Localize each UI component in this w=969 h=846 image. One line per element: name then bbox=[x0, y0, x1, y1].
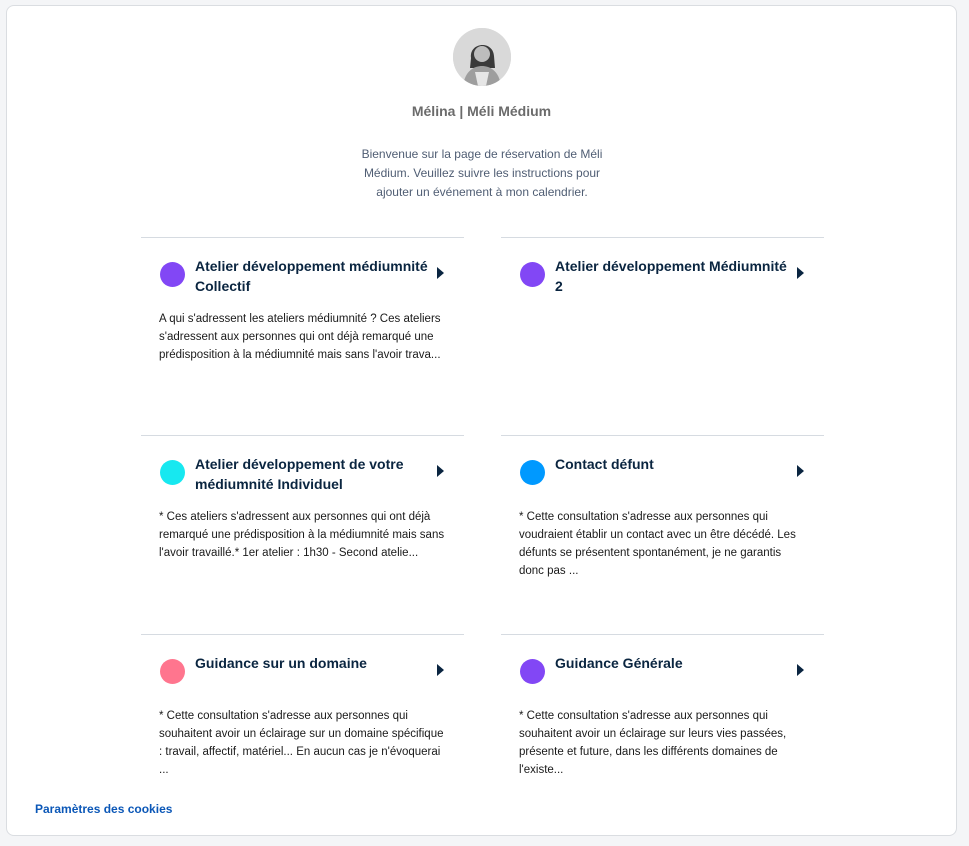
booking-page-card bbox=[6, 5, 957, 836]
event-type-card[interactable] bbox=[501, 435, 824, 633]
event-color-dot bbox=[160, 659, 185, 684]
event-color-dot bbox=[520, 460, 545, 485]
event-title: Atelier développement de votre médiumnité Individuel bbox=[195, 456, 404, 492]
event-description: A qui s'adressent les ateliers médiumnité ? Ces ateliers s'adressent aux personnes qui ont déjà remarqué une prédisposition à la médiumnité mais sans l'avoir trava... bbox=[159, 313, 441, 361]
event-title: Guidance sur un domaine bbox=[195, 655, 367, 671]
event-color-dot bbox=[160, 460, 185, 485]
event-color-dot bbox=[520, 659, 545, 684]
event-title: Guidance Générale bbox=[555, 655, 683, 671]
event-type-card[interactable] bbox=[141, 237, 464, 435]
chevron-right-icon bbox=[437, 465, 444, 477]
event-color-dot bbox=[520, 262, 545, 287]
event-color-dot bbox=[160, 262, 185, 287]
cookie-settings-link[interactable]: Paramètres des cookies bbox=[35, 802, 173, 816]
event-type-card[interactable] bbox=[141, 634, 464, 832]
event-type-card[interactable] bbox=[501, 237, 824, 435]
profile-photo-icon bbox=[453, 28, 511, 86]
event-description: * Cette consultation s'adresse aux personnes qui souhaitent avoir un éclairage sur leurs vies passées, présente et future, dans les différents domaines de l'existe... bbox=[519, 710, 787, 776]
event-title: Contact défunt bbox=[555, 456, 654, 472]
event-title: Atelier développement médiumnité Collectif bbox=[195, 258, 428, 294]
owner-name: Mélina | Méli Médium bbox=[411, 103, 552, 119]
avatar bbox=[453, 28, 511, 86]
event-type-card[interactable] bbox=[141, 435, 464, 633]
event-description: * Ces ateliers s'adressent aux personnes qui ont déjà remarqué une prédisposition à la médiumnité mais sans l'avoir travaillé.* 1er atelier : 1h30 - Second atelie... bbox=[159, 511, 445, 559]
chevron-right-icon bbox=[797, 465, 804, 477]
event-description: * Cette consultation s'adresse aux personnes qui souhaitent avoir un éclairage sur un domaine spécifique : travail, affectif, matériel... En aucun cas je n'évoquerai ... bbox=[159, 710, 444, 776]
chevron-right-icon bbox=[797, 664, 804, 676]
chevron-right-icon bbox=[797, 267, 804, 279]
event-type-card[interactable] bbox=[501, 634, 824, 832]
chevron-right-icon bbox=[437, 267, 444, 279]
event-title: Atelier développement Médiumnité 2 bbox=[555, 258, 787, 294]
chevron-right-icon bbox=[437, 664, 444, 676]
welcome-message: Bienvenue sur la page de réservation de Méli Médium. Veuillez suivre les instructions pour ajouter un événement à mon calendrier. bbox=[361, 147, 603, 199]
event-description: * Cette consultation s'adresse aux personnes qui voudraient établir un contact avec un être décédé. Les défunts se présentent spontanément, je ne garantis donc pas ... bbox=[519, 511, 796, 577]
